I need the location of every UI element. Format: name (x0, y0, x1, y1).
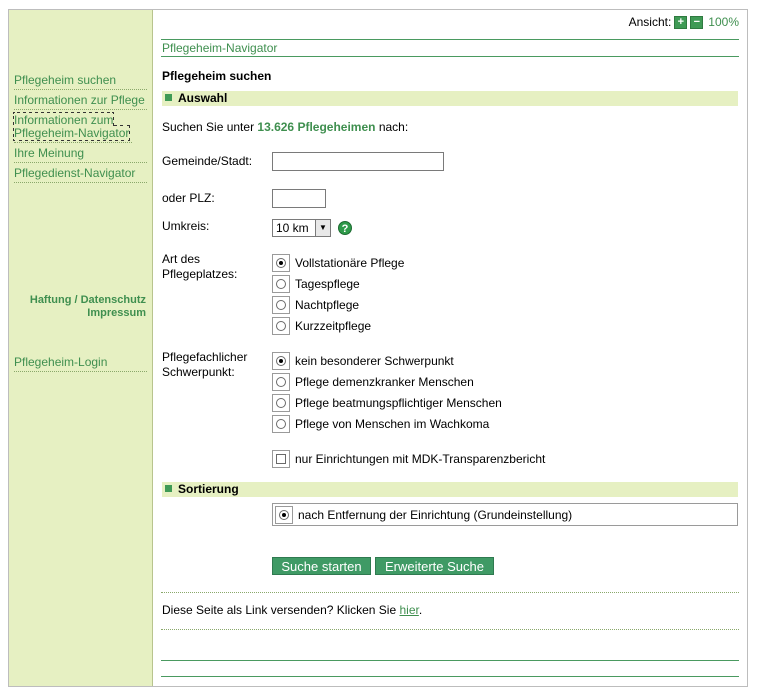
radio-icon[interactable] (279, 510, 289, 520)
radius-label: Umkreis: (162, 219, 210, 233)
view-label: Ansicht: (628, 15, 672, 29)
checkbox-icon[interactable] (276, 454, 286, 464)
main-content (161, 10, 739, 686)
section-sortierung: Sortierung (162, 482, 738, 497)
plz-input[interactable] (272, 189, 326, 208)
search-button[interactable]: Suche starten (272, 557, 371, 575)
divider (161, 660, 739, 661)
zoom-level: 100% (708, 15, 739, 29)
radio-icon[interactable] (276, 377, 286, 387)
divider (161, 56, 739, 57)
chevron-down-icon[interactable]: ▼ (315, 220, 330, 236)
section-auswahl: Auswahl (162, 91, 738, 106)
impressum-link[interactable]: Impressum (87, 307, 146, 319)
focus-option-coma[interactable]: Pflege von Menschen im Wachkoma (272, 414, 489, 434)
facility-count: 13.626 Pflegeheimen (257, 120, 376, 134)
intro-text: Suchen Sie unter 13.626 Pflegeheimen nach: (162, 120, 409, 134)
sidebar (9, 10, 153, 686)
nav-ihre-meinung[interactable]: Ihre Meinung (14, 147, 147, 163)
city-label: Gemeinde/Stadt: (162, 154, 253, 168)
radio-icon[interactable] (276, 321, 286, 331)
focus-option-ventilation[interactable]: Pflege beatmungspflichtiger Menschen (272, 393, 502, 413)
radio-icon[interactable] (276, 279, 286, 289)
focus-option-none[interactable]: kein besonderer Schwerpunkt (272, 351, 454, 371)
mdk-option[interactable]: nur Einrichtungen mit MDK-Transparenzbericht (272, 449, 545, 469)
divider (161, 629, 739, 630)
divider (161, 39, 739, 40)
bullet-square-icon (165, 485, 172, 492)
art-option-nachtpflege[interactable]: Nachtpflege (272, 295, 359, 315)
divider (161, 592, 739, 593)
page-title: Pflegeheim suchen (162, 69, 272, 83)
radio-icon[interactable] (276, 419, 286, 429)
art-option-kurzzeitpflege[interactable]: Kurzzeitpflege (272, 316, 371, 336)
help-icon[interactable]: ? (338, 221, 352, 235)
nav-informationen-pflege[interactable]: Informationen zur Pflege (14, 94, 147, 110)
city-input[interactable] (272, 152, 444, 171)
view-controls (629, 15, 739, 29)
advanced-search-button[interactable]: Erweiterte Suche (375, 557, 494, 575)
divider (161, 676, 739, 677)
art-option-vollstationaer[interactable]: Vollstationäre Pflege (272, 253, 404, 273)
radio-icon[interactable] (276, 300, 286, 310)
radio-icon[interactable] (276, 398, 286, 408)
sort-option[interactable]: nach Entfernung der Einrichtung (Grundeinstellung) (272, 503, 738, 526)
art-option-tagespflege[interactable]: Tagespflege (272, 274, 360, 294)
share-text: Diese Seite als Link versenden? Klicken Sie hier. (162, 603, 423, 617)
share-link[interactable]: hier (399, 603, 419, 617)
nav-pflegedienst-navigator[interactable]: Pflegedienst-Navigator (14, 167, 147, 183)
zoom-out-icon[interactable]: − (690, 16, 703, 29)
radio-icon[interactable] (276, 258, 286, 268)
breadcrumb[interactable]: Pflegeheim-Navigator (162, 41, 278, 55)
zoom-in-icon[interactable]: + (674, 16, 687, 29)
focus-option-dementia[interactable]: Pflege demenzkranker Menschen (272, 372, 474, 392)
nav-informationen-navigator[interactable]: Informationen zum Pflegeheim-Navigator (14, 114, 132, 143)
focus-label: Pflegefachlicher Schwerpunkt: (162, 350, 248, 379)
radius-select[interactable]: 10 km ▼ (272, 219, 331, 237)
art-label: Art des Pflegeplatzes: (162, 252, 238, 281)
haftung-datenschutz-link[interactable]: Haftung / Datenschutz (29, 294, 146, 306)
radio-icon[interactable] (276, 356, 286, 366)
page-frame (8, 9, 748, 687)
nav-pflegeheim-login[interactable]: Pflegeheim-Login (14, 356, 147, 372)
nav-pflegeheim-suchen[interactable]: Pflegeheim suchen (14, 74, 147, 90)
bullet-square-icon (165, 94, 172, 101)
plz-label: oder PLZ: (162, 191, 215, 205)
